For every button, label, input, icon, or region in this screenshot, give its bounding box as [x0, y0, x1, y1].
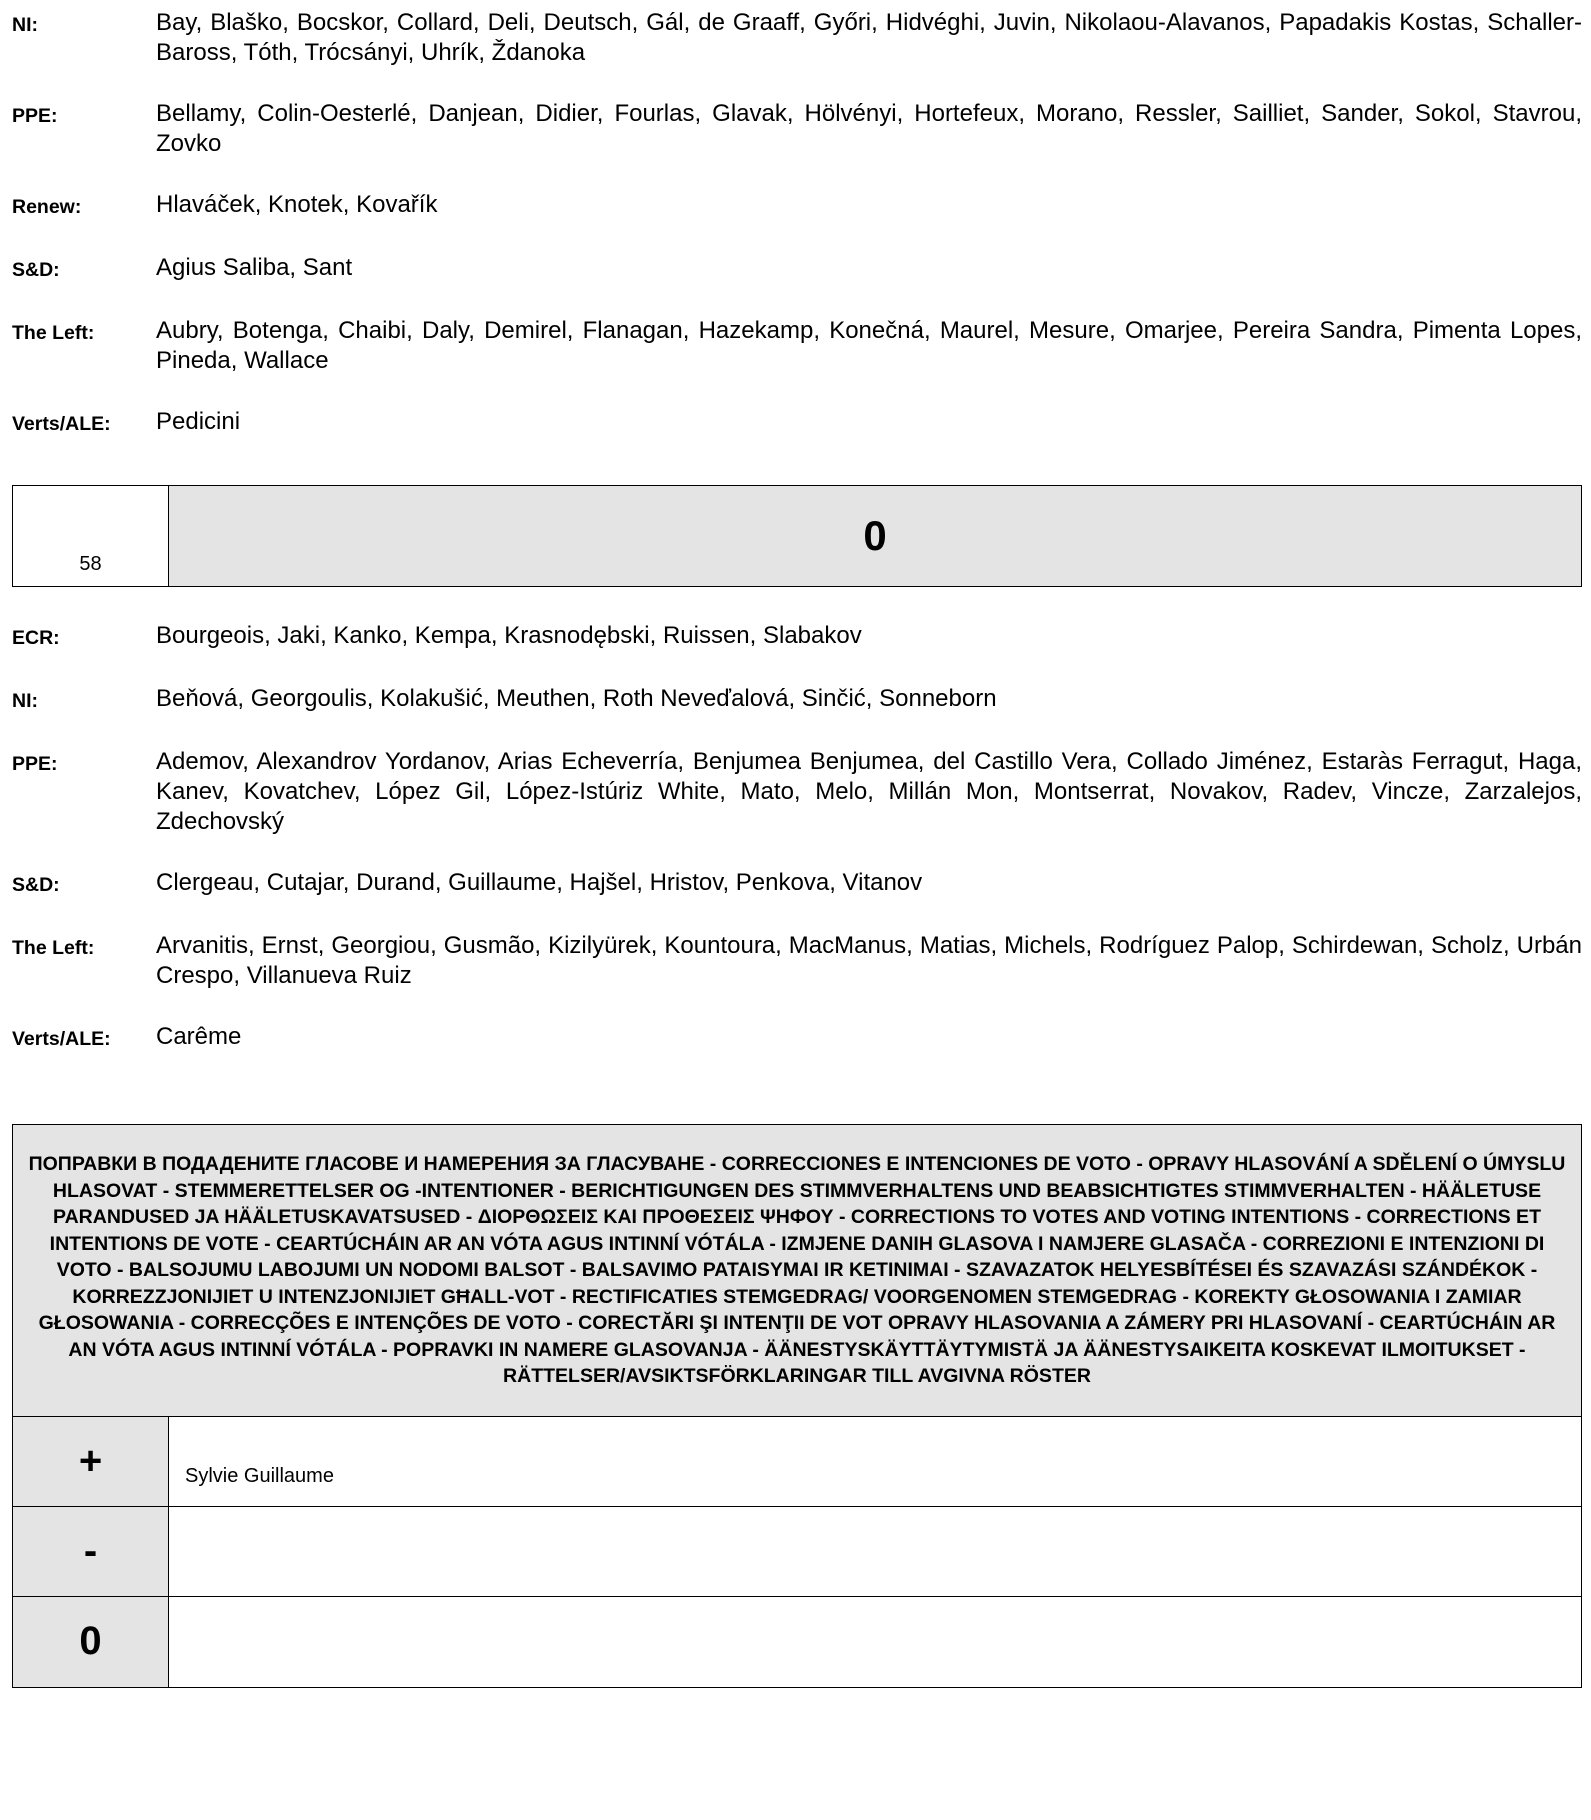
- corrections-symbol: +: [13, 1417, 169, 1506]
- tally-symbol: 0: [169, 486, 1581, 586]
- group-names: Bourgeois, Jaki, Kanko, Kempa, Krasnodębski, Ruissen, Slabakov: [156, 622, 862, 649]
- group-names: Beňová, Georgoulis, Kolakušić, Meuthen, Roth Neveďalová, Sinčić, Sonneborn: [156, 685, 997, 712]
- group-label: Verts/ALE:: [12, 413, 111, 435]
- group-row: [12, 253, 1582, 285]
- group-label: S&D:: [12, 874, 60, 896]
- group-label: PPE:: [12, 105, 58, 127]
- group-row: [12, 684, 1582, 716]
- group-row: [12, 747, 1582, 837]
- group-label: ECR:: [12, 627, 60, 649]
- vote-document: [12, 8, 1582, 1688]
- group-list-section-two: [12, 621, 1582, 1054]
- group-row: [12, 621, 1582, 653]
- group-label: PPE:: [12, 753, 58, 775]
- tally-count: 58: [13, 486, 169, 586]
- group-names: Carême: [156, 1023, 242, 1050]
- group-names: Bay, Blaško, Bocskor, Collard, Deli, Deutsch, Gál, de Graaff, Győri, Hidvéghi, Juvin, Nikolaou-Alavanos, Papadakis Kostas, Schaller-Baross, Tóth, Trócsányi, Uhrík, Ždanoka: [156, 9, 1582, 66]
- group-row: [12, 407, 1582, 439]
- corrections-symbol: 0: [13, 1597, 169, 1687]
- group-label: NI:: [12, 690, 38, 712]
- group-list-section-one: [12, 8, 1582, 439]
- group-row: [12, 8, 1582, 68]
- group-names: Bellamy, Colin-Oesterlé, Danjean, Didier, Fourlas, Glavak, Hölvényi, Hortefeux, Morano, Ressler, Sailliet, Sander, Sokol, Stavrou, Zovko: [156, 100, 1582, 157]
- group-label: Verts/ALE:: [12, 1028, 111, 1050]
- group-label: The Left:: [12, 322, 95, 344]
- group-names: Arvanitis, Ernst, Georgiou, Gusmão, Kizilyürek, Kountoura, MacManus, Matias, Michels, Rodríguez Palop, Schirdewan, Scholz, Urbán Crespo, Villanueva Ruiz: [156, 932, 1582, 989]
- group-label: The Left:: [12, 937, 95, 959]
- corrections-table: [12, 1124, 1582, 1688]
- group-label: NI:: [12, 14, 38, 36]
- corrections-header: ПОПРАВКИ В ПОДАДЕНИТЕ ГЛАСОВЕ И НАМЕРЕНИЯ ЗА ГЛАСУВАНЕ - CORRECCIONES E INTENCIONES DE VOTO - OPRAVY HLASOVÁNÍ A SDĚLENÍ O ÚMYSLU HLASOVAT - STEMMERETTELSER OG -INTENTIONER - BERICHTIGUNGEN DES STIMMVERHALTENS UND BEABSICHTIGTES STIMMVERHALTEN - HÄÄLETUSE PARANDUSED JA HÄÄLETUSKAVATSUSED - ΔΙΟΡΘΩΣΕΙΣ ΚΑΙ ΠΡΟΘΕΣΕΙΣ ΨΗΦΟΥ - CORRECTIONS TO VOTES AND VOTING INTENTIONS - CORRECTIONS ET INTENTIONS DE VOTE - CEARTÚCHÁIN AR AN VÓTA AGUS INTINNÍ VÓTÁLA - IZMJENE DANIH GLASOVA I NAMJERE GLASAČA - CORREZIONI E INTENZIONI DI VOTO - BALSOJUMU LABOJUMI UN NODOMI BALSOT - BALSAVIMO PATAISYMAI IR KETINIMAI - SZAVAZATOK HELYESBÍTÉSEI ÉS SZAVAZÁSI SZÁNDÉKOK - KORREZZJONIJIET U INTENZJONIJIET GĦALL-VOT - RECTIFICATIES STEMGEDRAG/ VOORGENOMEN STEMGEDRAG - KOREKTY GŁOSOWANIA I ZAMIAR GŁOSOWANIA - CORRECÇÕES E INTENÇÕES DE VOTO - CORECTĂRI ŞI INTENŢII DE VOT OPRAVY HLASOVANIA A ZÁMERY PRI HLASOVANÍ - CEARTÚCHÁIN AR AN VÓTA AGUS INTINNÍ VÓTÁLA - POPRAVKI IN NAMERE GLASOVANJA - ÄÄNESTYSKÄYTTÄYTYMISTÄ JA ÄÄNESTYSAIKEITA KOSKEVAT ILMOITUKSET - RÄTTELSER/AVSIKTSFÖRKLARINGAR TILL AVGIVNA RÖSTER: [13, 1125, 1581, 1417]
- corrections-row-zero: [13, 1597, 1581, 1687]
- group-names: Hlaváček, Knotek, Kovařík: [156, 191, 438, 218]
- group-names: Agius Saliba, Sant: [156, 254, 353, 281]
- corrections-symbol: -: [13, 1507, 169, 1596]
- group-row: [12, 931, 1582, 991]
- group-label: Renew:: [12, 196, 82, 218]
- corrections-row-plus: [13, 1417, 1581, 1507]
- group-row: [12, 316, 1582, 376]
- group-row: [12, 868, 1582, 900]
- corrections-names: [169, 1597, 1581, 1687]
- group-names: Clergeau, Cutajar, Durand, Guillaume, Hajšel, Hristov, Penkova, Vitanov: [156, 869, 923, 896]
- abstention-tally-box: [12, 485, 1582, 587]
- group-row: [12, 1022, 1582, 1054]
- group-label: S&D:: [12, 259, 60, 281]
- group-names: Aubry, Botenga, Chaibi, Daly, Demirel, Flanagan, Hazekamp, Konečná, Maurel, Mesure, Omarjee, Pereira Sandra, Pimenta Lopes, Pineda, Wallace: [156, 317, 1582, 374]
- corrections-row-minus: [13, 1507, 1581, 1597]
- group-row: [12, 190, 1582, 222]
- group-names: Pedicini: [156, 408, 241, 435]
- group-row: [12, 99, 1582, 159]
- group-names: Ademov, Alexandrov Yordanov, Arias Echeverría, Benjumea Benjumea, del Castillo Vera, Collado Jiménez, Estaràs Ferragut, Haga, Kanev, Kovatchev, López Gil, López-Istúriz White, Mato, Melo, Millán Mon, Montserrat, Novakov, Radev, Vincze, Zarzalejos, Zdechovský: [156, 748, 1582, 835]
- corrections-names: Sylvie Guillaume: [185, 1464, 334, 1487]
- corrections-names: [169, 1507, 1581, 1596]
